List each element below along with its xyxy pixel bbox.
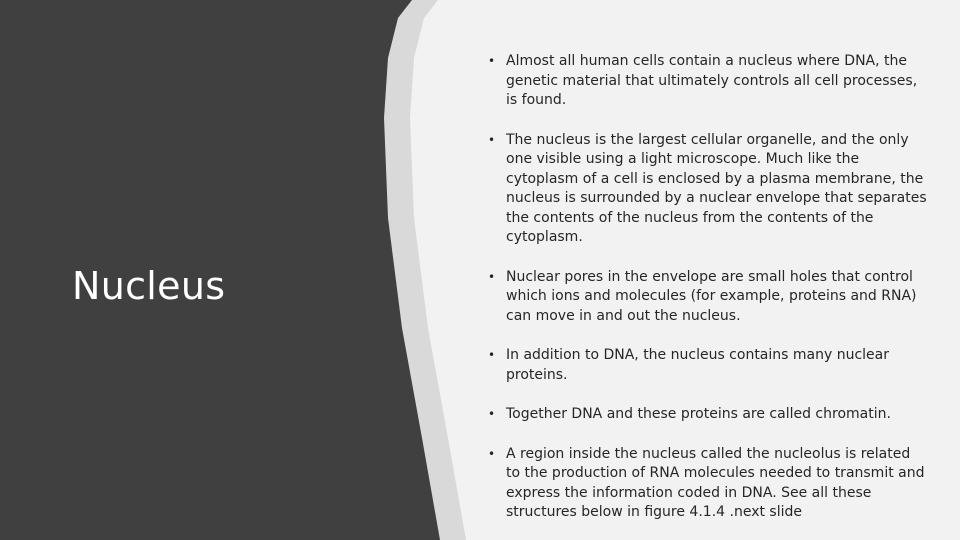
bullet-marker: • xyxy=(488,132,496,147)
bullet-text: Nuclear pores in the envelope are small holes that control which ions and molecules (for example, proteins and RNA) can move in and out the nucleus. xyxy=(506,268,917,324)
bullet-text: Almost all human cells contain a nucleus where DNA, the genetic material that ultimately controls all cell processes, is found. xyxy=(506,53,918,108)
bullet-text: The nucleus is the largest cellular organelle, and the only one visible using a light microscope. Much like the cytoplasm of a cell is enclosed by a plasma membrane, the nucleus is surrounded by a nuclear envelope that separates the contents of the nucleus from the contents of the cytoplasm. xyxy=(506,131,927,245)
bullet-item xyxy=(488,52,928,111)
bullet-marker: • xyxy=(488,407,496,421)
bullet-marker: • xyxy=(488,269,496,284)
bullet-marker: • xyxy=(488,446,496,461)
bullet-list xyxy=(488,52,928,540)
bullet-item xyxy=(488,445,928,523)
bullet-marker: • xyxy=(488,348,496,362)
bullet-text: A region inside the nucleus called the nucleolus is related to the production of RNA molecules needed to transmit and express the information coded in DNA. See all these structures below in figure 4.1.4 .next slide xyxy=(506,445,925,520)
bullet-text: Together DNA and these proteins are called chromatin. xyxy=(506,406,891,422)
slide-title: Nucleus xyxy=(72,264,226,308)
bullet-item xyxy=(488,346,928,385)
bullet-marker: • xyxy=(488,54,496,68)
bullet-item xyxy=(488,268,928,327)
bullet-item xyxy=(488,405,928,425)
bullet-text: In addition to DNA, the nucleus contains many nuclear proteins. xyxy=(506,347,890,383)
bullet-item xyxy=(488,131,928,248)
